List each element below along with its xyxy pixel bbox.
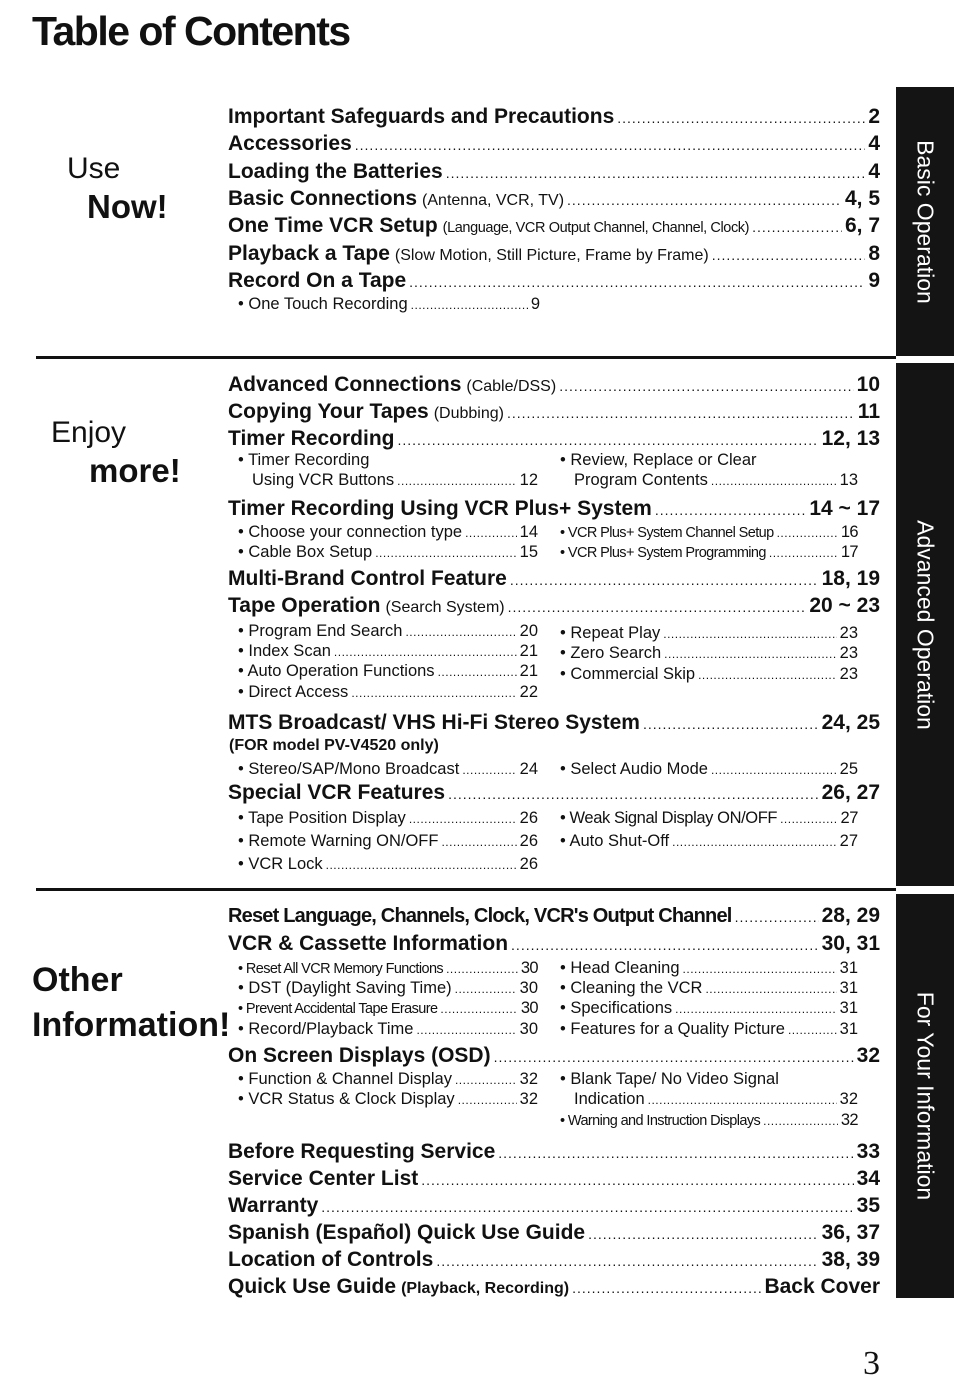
section-label-line2: Information! [32, 1006, 231, 1044]
section-label-line1: Enjoy [51, 416, 127, 449]
section-label-use-now [67, 152, 168, 226]
toc-subentry[interactable]: • Cable Box Setup ..... 15 [238, 544, 538, 561]
toc-entry[interactable]: Special VCR Features ..... 26, 27 [228, 782, 880, 803]
tab-advanced-operation[interactable] [896, 363, 954, 886]
toc-subentry[interactable]: • Features for a Quality Picture ..... 31 [560, 1021, 858, 1038]
toc-subentry[interactable]: • Prevent Accidental Tape Erasure ..... 30 [238, 1000, 538, 1017]
toc-entry[interactable]: Service Center List ..... 34 [228, 1168, 880, 1189]
toc-subentry[interactable]: • VCR Plus+ System Programming ..... 17 [560, 544, 858, 561]
toc-subentry[interactable]: • DST (Daylight Saving Time) ..... 30 [238, 980, 538, 997]
toc-subentry[interactable]: • Auto Operation Functions ..... 21 [238, 663, 538, 680]
toc-entry[interactable]: Timer Recording ..... 12, 13 [228, 428, 880, 449]
toc-subentry[interactable]: • Program End Search ..... 20 [238, 623, 538, 640]
toc-entry[interactable]: Loading the Batteries ..... 4 [228, 161, 880, 182]
toc-subentry[interactable]: • Tape Position Display ..... 26 [238, 810, 538, 827]
toc-subentry[interactable]: • Commercial Skip ..... 23 [560, 666, 858, 683]
toc-entry[interactable]: Multi-Brand Control Feature ..... 18, 19 [228, 568, 880, 589]
toc-entry[interactable]: Reset Language, Channels, Clock, VCR's Output Channel ..... 28, 29 [228, 905, 880, 926]
page-number: 3 [863, 1345, 880, 1382]
toc-entry[interactable]: Before Requesting Service ..... 33 [228, 1141, 880, 1162]
toc-subentry[interactable]: • Index Scan ..... 21 [238, 643, 538, 660]
toc-entry[interactable]: Location of Controls ..... 38, 39 [228, 1249, 880, 1270]
toc-subentry[interactable]: Using VCR Buttons ..... 12 [252, 472, 538, 489]
toc-subentry-label[interactable]: • Blank Tape/ No Video Signal [560, 1070, 779, 1088]
toc-entry[interactable]: Tape Operation (Search System) ..... 20 ~ 23 [228, 595, 880, 616]
section-label-enjoy-more [51, 416, 181, 490]
toc-subentry[interactable]: • Remote Warning ON/OFF ..... 26 [238, 833, 538, 850]
toc-subentry[interactable]: • Zero Search ..... 23 [560, 645, 858, 662]
tab-basic-operation[interactable] [896, 87, 954, 356]
toc-entry[interactable]: Copying Your Tapes (Dubbing) ..... 11 [228, 401, 880, 422]
toc-subentry[interactable]: • Specifications ..... 31 [560, 1000, 858, 1017]
toc-subentry[interactable]: • Auto Shut-Off ..... 27 [560, 833, 858, 850]
toc-entry[interactable]: On Screen Displays (OSD) ..... 32 [228, 1045, 880, 1066]
toc-subentry[interactable]: • Weak Signal Display ON/OFF ..... 27 [560, 810, 858, 827]
page-title: Table of Contents [32, 8, 350, 54]
toc-entry[interactable]: VCR & Cassette Information ..... 30, 31 [228, 933, 880, 954]
toc-subentry[interactable]: • Choose your connection type ..... 14 [238, 524, 538, 541]
section-label-line2: more! [89, 452, 181, 489]
toc-entry[interactable]: Basic Connections (Antenna, VCR, TV) ..... 4, 5 [228, 188, 880, 209]
toc-subentry[interactable]: • Warning and Instruction Displays ..... 32 [560, 1112, 858, 1129]
toc-subentry[interactable]: • Function & Channel Display ..... 32 [238, 1071, 538, 1088]
tab-label: For Your Information [912, 991, 939, 1201]
toc-entry[interactable]: Playback a Tape (Slow Motion, Still Picture, Frame by Frame) ..... 8 [228, 243, 880, 264]
toc-subentry[interactable]: Program Contents ..... 13 [574, 472, 858, 489]
toc-subentry[interactable]: • Direct Access ..... 22 [238, 684, 538, 701]
toc-entry[interactable]: Accessories ..... 4 [228, 133, 880, 154]
tab-for-your-information[interactable] [896, 894, 954, 1298]
toc-entry[interactable]: One Time VCR Setup (Language, VCR Output Channel, Channel, Clock) ..... 6, 7 [228, 215, 880, 236]
toc-subentry[interactable]: • VCR Plus+ System Channel Setup ..... 16 [560, 524, 858, 541]
model-note: (FOR model PV-V4520 only) [229, 737, 439, 754]
toc-subentry[interactable]: • Head Cleaning ..... 31 [560, 960, 858, 977]
toc-entry[interactable]: Spanish (Español) Quick Use Guide ..... 36, 37 [228, 1222, 880, 1243]
section-label-line1: Use [67, 152, 121, 185]
toc-entry[interactable]: Warranty ..... 35 [228, 1195, 880, 1216]
toc-entry[interactable]: Record On a Tape ..... 9 [228, 270, 880, 291]
section-label-line1: Other [32, 961, 123, 999]
toc-subentry[interactable]: • Stereo/SAP/Mono Broadcast ..... 24 [238, 761, 538, 778]
toc-subentry[interactable]: • Select Audio Mode ..... 25 [560, 761, 858, 778]
section-divider [36, 888, 896, 891]
toc-subentry[interactable]: • Cleaning the VCR ..... 31 [560, 980, 858, 997]
toc-subentry-label[interactable]: • Timer Recording [238, 451, 370, 469]
toc-subentry[interactable]: • Record/Playback Time ..... 30 [238, 1021, 538, 1038]
toc-subentry[interactable]: • Repeat Play ..... 23 [560, 625, 858, 642]
toc-entry[interactable]: Timer Recording Using VCR Plus+ System ..... 14 ~ 17 [228, 498, 880, 519]
toc-subentry-label[interactable]: • Review, Replace or Clear [560, 451, 757, 469]
toc-subentry[interactable]: Indication ..... 32 [574, 1091, 858, 1108]
toc-subentry[interactable]: • Reset All VCR Memory Functions ..... 30 [238, 960, 538, 977]
section-label-line2: Now! [87, 188, 168, 225]
toc-entry[interactable]: Quick Use Guide (Playback, Recording) ..... Back Cover [228, 1276, 880, 1297]
toc-subentry[interactable]: • VCR Lock ..... 26 [238, 856, 538, 873]
toc-subentry[interactable]: • VCR Status & Clock Display ..... 32 [238, 1091, 538, 1108]
toc-subentry[interactable]: • One Touch Recording ..... 9 [238, 296, 540, 313]
toc-entry[interactable]: MTS Broadcast/ VHS Hi-Fi Stereo System ..... 24, 25 [228, 712, 880, 733]
toc-entry[interactable]: Important Safeguards and Precautions ..... 2 [228, 106, 880, 127]
section-label-other-information [32, 961, 230, 1045]
tab-label: Advanced Operation [912, 519, 939, 730]
toc-entry[interactable]: Advanced Connections (Cable/DSS) ..... 10 [228, 374, 880, 395]
tab-label: Basic Operation [912, 139, 939, 304]
section-divider [36, 356, 896, 359]
